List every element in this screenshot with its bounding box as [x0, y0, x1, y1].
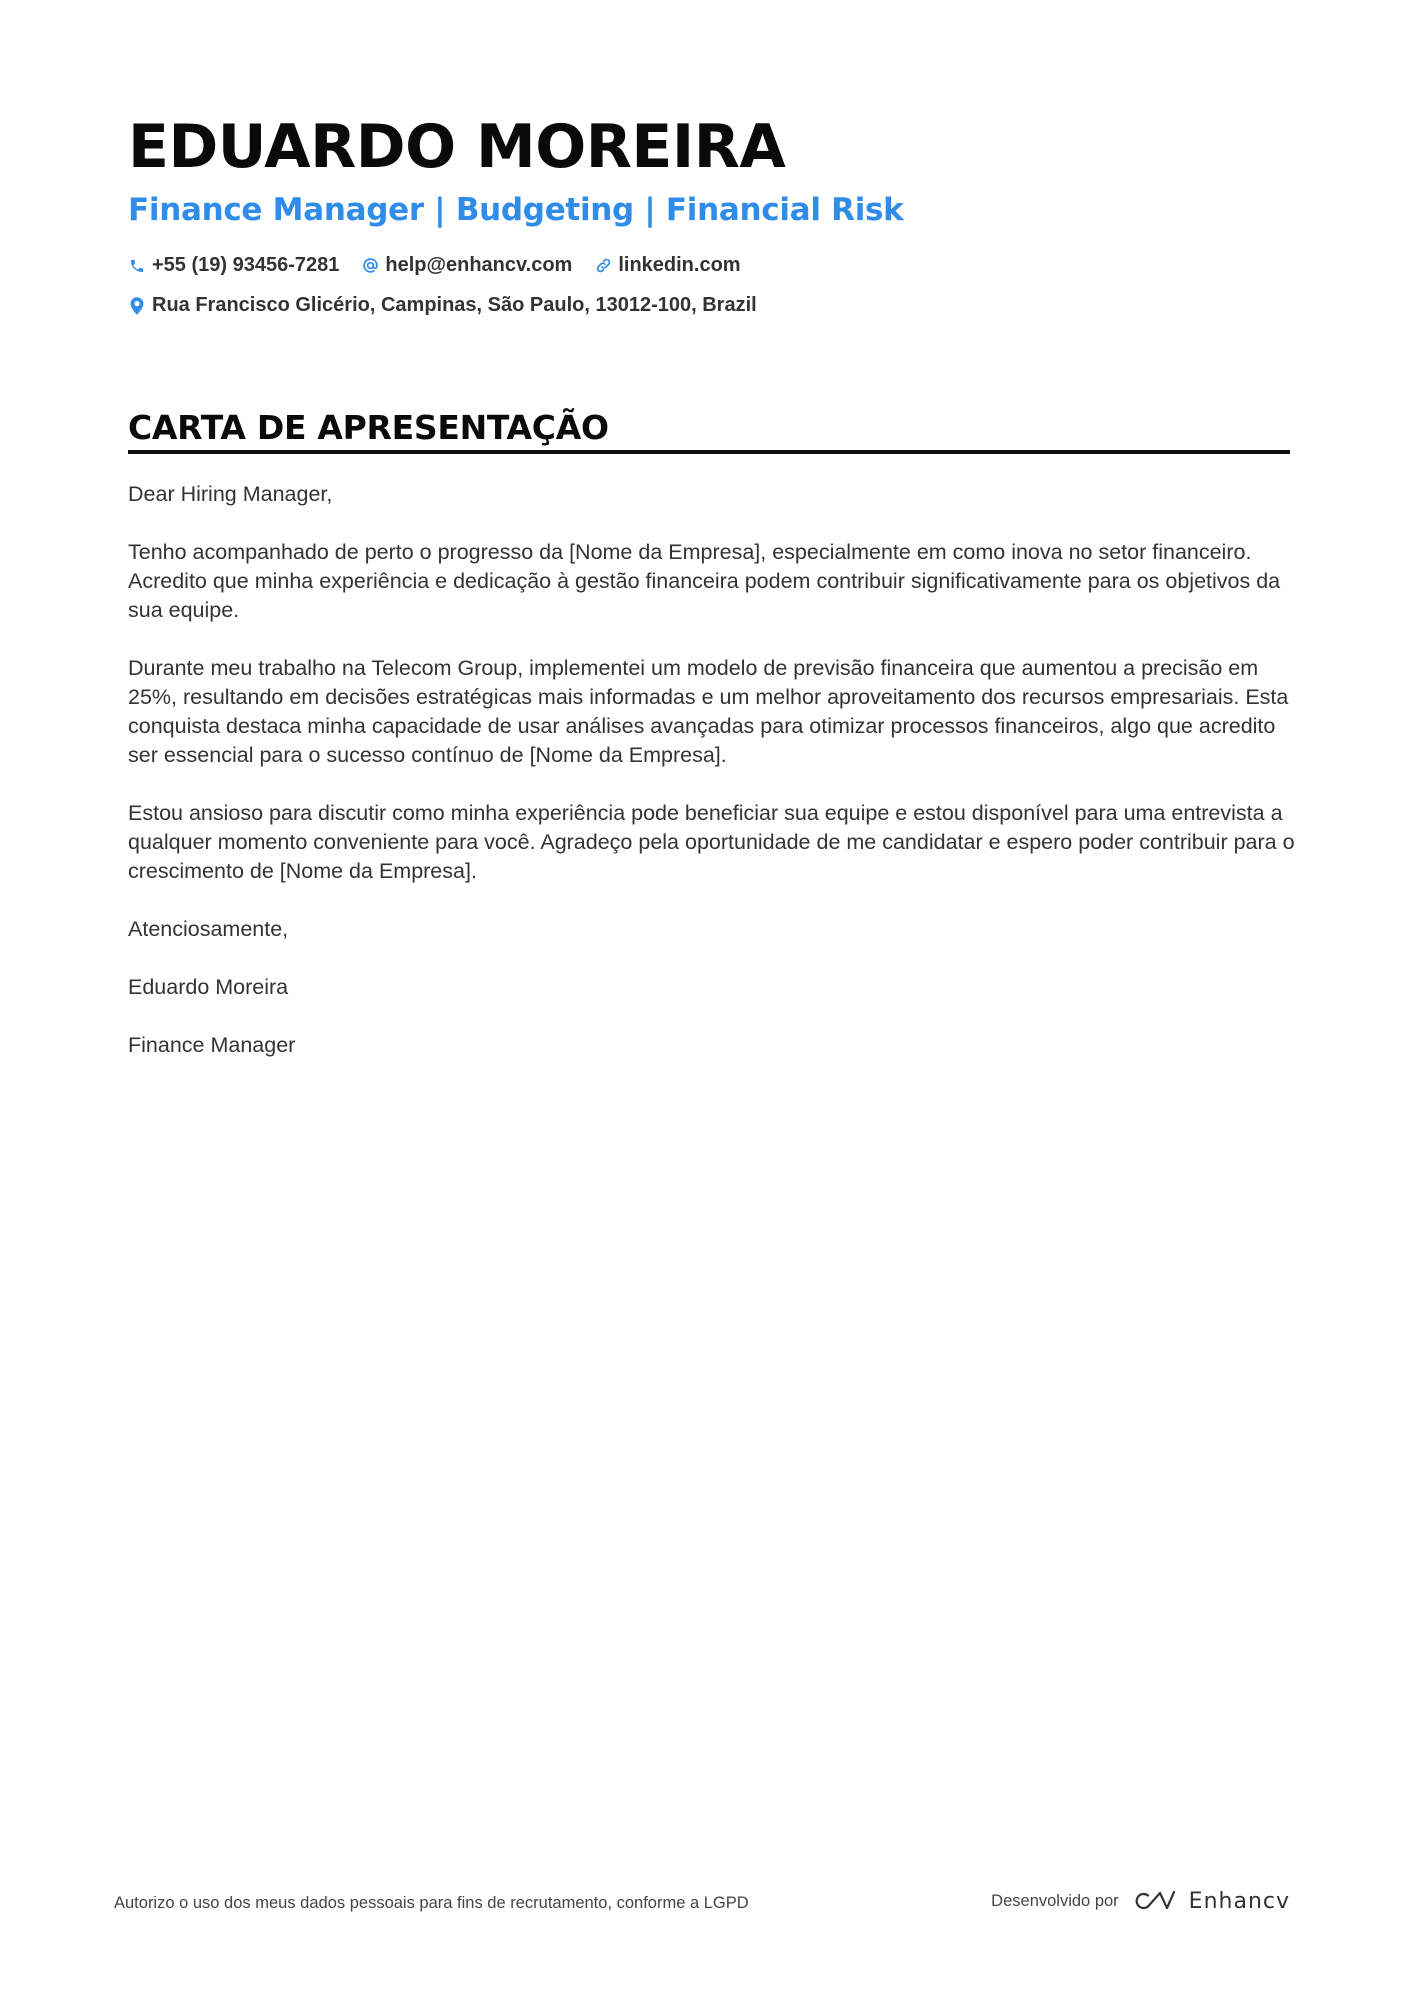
contact-row-primary: [128, 254, 763, 277]
contact-email-text[interactable]: help@enhancv.com: [385, 254, 573, 276]
map-pin-icon: [128, 297, 146, 315]
letter-signature-name: Eduardo Moreira: [128, 975, 289, 999]
contact-row-secondary: [128, 294, 779, 317]
letter-closing: Atenciosamente,: [128, 917, 289, 941]
letter-paragraph: Tenho acompanhado de perto o progresso da [Nome da Empresa], especialmente em como inova no setor financeiro. Acredito que minha experiência e dedicação à gestão financeira podem contribuir significativamente para os objetivos da sua equipe.: [128, 540, 1281, 622]
candidate-name: EDUARDO MOREIRA: [128, 112, 786, 182]
at-sign-icon: [361, 257, 379, 275]
letter-signature-title: Finance Manager: [128, 1033, 296, 1057]
footer-consent: Autorizo o uso dos meus dados pessoais para fins de recrutamento, conforme a LGPD: [114, 1894, 749, 1912]
link-icon: [594, 257, 612, 275]
letter-paragraph: Estou ansioso para discutir como minha experiência pode beneficiar sua equipe e estou disponível para uma entrevista a qualquer momento conveniente para você. Agradeço pela oportunidade de me candidatar e espero poder contribuir para o crescimento de [Nome da Empresa].: [128, 801, 1295, 883]
section-divider: [128, 450, 1290, 454]
section-title: CARTA DE APRESENTAÇÃO: [128, 408, 609, 447]
letter-salutation: Dear Hiring Manager,: [128, 482, 333, 506]
phone-icon: [128, 257, 146, 275]
footer-branding[interactable]: [991, 1888, 1290, 1914]
enhancv-logo-icon: [1131, 1888, 1177, 1914]
contact-phone-text: +55 (19) 93456-7281: [152, 254, 340, 276]
footer-brand-name: Enhancv: [1188, 1888, 1290, 1914]
letter-paragraph: Durante meu trabalho na Telecom Group, implementei um modelo de previsão financeira que aumentou a precisão em 25%, resultando em decisões estratégicas mais informadas e um melhor aproveitamento dos recursos empresariais. Esta conquista destaca minha capacidade de usar análises avançadas para otimizar processos financeiros, algo que acredito ser essencial para o sucesso contínuo de [Nome da Empresa].: [128, 656, 1289, 767]
contact-address: [128, 294, 757, 317]
contact-website-text[interactable]: linkedin.com: [618, 254, 741, 276]
letter-body: [128, 480, 1300, 1089]
contact-phone: [128, 254, 339, 277]
candidate-headline: Finance Manager | Budgeting | Financial Risk: [128, 192, 904, 228]
contact-website[interactable]: [594, 254, 740, 277]
contact-address-text: Rua Francisco Glicério, Campinas, São Paulo, 13012-100, Brazil: [152, 294, 757, 316]
footer-powered-by: Desenvolvido por: [991, 1891, 1119, 1910]
contact-email[interactable]: [361, 254, 572, 277]
